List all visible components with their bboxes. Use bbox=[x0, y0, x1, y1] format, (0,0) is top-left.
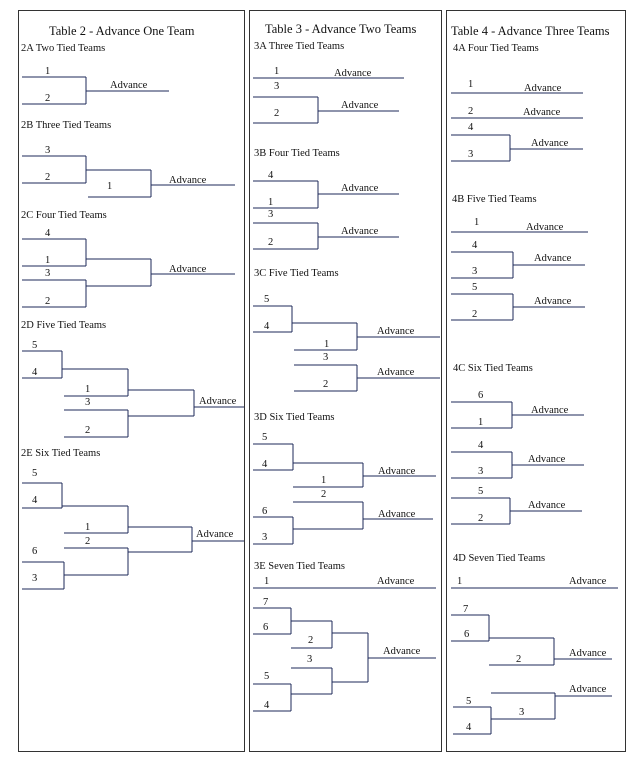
team-seed: 2 bbox=[45, 172, 51, 183]
team-seed: 3 bbox=[274, 81, 280, 92]
team-seed: 4 bbox=[264, 321, 270, 332]
team-seed: 3 bbox=[478, 466, 484, 477]
team-seed: 1 bbox=[321, 475, 327, 486]
advance-label: Advance bbox=[569, 648, 607, 659]
team-seed: 3 bbox=[519, 707, 525, 718]
team-seed: 2 bbox=[323, 379, 329, 390]
table2-title: Table 2 - Advance One Team bbox=[49, 24, 195, 38]
team-seed: 6 bbox=[263, 622, 269, 633]
team-seed: 2 bbox=[85, 536, 91, 547]
team-seed: 3 bbox=[85, 397, 91, 408]
team-seed: 1 bbox=[468, 79, 474, 90]
section-2e-title: 2E Six Tied Teams bbox=[21, 448, 101, 459]
team-seed: 2 bbox=[308, 635, 314, 646]
table3-title: Table 3 - Advance Two Teams bbox=[265, 22, 417, 36]
team-seed: 2 bbox=[478, 513, 484, 524]
team-seed: 5 bbox=[472, 282, 478, 293]
section-4d-title: 4D Seven Tied Teams bbox=[453, 553, 546, 564]
advance-label: Advance bbox=[377, 576, 415, 587]
section-3a-title: 3A Three Tied Teams bbox=[254, 41, 345, 52]
team-seed: 7 bbox=[463, 604, 469, 615]
team-seed: 1 bbox=[457, 576, 463, 587]
team-seed: 4 bbox=[264, 700, 270, 711]
team-seed: 3 bbox=[268, 209, 274, 220]
team-seed: 4 bbox=[262, 459, 268, 470]
team-seed: 5 bbox=[264, 671, 270, 682]
advance-label: Advance bbox=[377, 367, 415, 378]
team-seed: 3 bbox=[307, 654, 313, 665]
team-seed: 5 bbox=[478, 486, 484, 497]
advance-label: Advance bbox=[378, 509, 416, 520]
advance-label: Advance bbox=[383, 646, 421, 657]
team-seed: 2 bbox=[45, 296, 51, 307]
advance-label: Advance bbox=[528, 500, 566, 511]
team-seed: 3 bbox=[45, 268, 51, 279]
advance-label: Advance bbox=[534, 253, 572, 264]
team-seed: 4 bbox=[466, 722, 472, 733]
advance-label: Advance bbox=[334, 68, 372, 79]
team-seed: 1 bbox=[474, 217, 480, 228]
advance-label: Advance bbox=[341, 183, 379, 194]
team-seed: 1 bbox=[85, 522, 91, 533]
advance-label: Advance bbox=[196, 529, 234, 540]
team-seed: 7 bbox=[263, 597, 269, 608]
advance-label: Advance bbox=[199, 396, 237, 407]
team-seed: 1 bbox=[45, 66, 51, 77]
team-seed: 5 bbox=[262, 432, 268, 443]
section-3d-title: 3D Six Tied Teams bbox=[254, 412, 335, 423]
advance-label: Advance bbox=[341, 100, 379, 111]
section-3b-title: 3B Four Tied Teams bbox=[254, 148, 340, 159]
team-seed: 1 bbox=[268, 197, 274, 208]
team-seed: 1 bbox=[264, 576, 270, 587]
advance-label: Advance bbox=[526, 222, 564, 233]
team-seed: 3 bbox=[45, 145, 51, 156]
team-seed: 6 bbox=[262, 506, 268, 517]
team-seed: 5 bbox=[264, 294, 270, 305]
team-seed: 6 bbox=[478, 390, 484, 401]
section-4a-title: 4A Four Tied Teams bbox=[453, 43, 539, 54]
table4-title: Table 4 - Advance Three Teams bbox=[451, 24, 610, 38]
team-seed: 3 bbox=[32, 573, 38, 584]
team-seed: 1 bbox=[274, 66, 280, 77]
team-seed: 1 bbox=[478, 417, 484, 428]
section-4c-title: 4C Six Tied Teams bbox=[453, 363, 533, 374]
advance-label: Advance bbox=[377, 326, 415, 337]
team-seed: 5 bbox=[32, 468, 38, 479]
section-4b-title: 4B Five Tied Teams bbox=[452, 194, 537, 205]
team-seed: 4 bbox=[268, 170, 274, 181]
team-seed: 4 bbox=[468, 122, 474, 133]
section-3e-title: 3E Seven Tied Teams bbox=[254, 561, 345, 572]
team-seed: 2 bbox=[321, 489, 327, 500]
team-seed: 2 bbox=[85, 425, 91, 436]
advance-label: Advance bbox=[569, 576, 607, 587]
team-seed: 2 bbox=[268, 237, 274, 248]
team-seed: 3 bbox=[262, 532, 268, 543]
section-3c-title: 3C Five Tied Teams bbox=[254, 268, 339, 279]
team-seed: 1 bbox=[85, 384, 91, 395]
team-seed: 6 bbox=[32, 546, 38, 557]
advance-label: Advance bbox=[110, 80, 148, 91]
team-seed: 1 bbox=[324, 339, 330, 350]
advance-label: Advance bbox=[524, 83, 562, 94]
advance-label: Advance bbox=[528, 454, 566, 465]
team-seed: 4 bbox=[472, 240, 478, 251]
advance-label: Advance bbox=[378, 466, 416, 477]
team-seed: 4 bbox=[32, 495, 38, 506]
section-2d-title: 2D Five Tied Teams bbox=[21, 320, 107, 331]
team-seed: 3 bbox=[472, 266, 478, 277]
team-seed: 2 bbox=[516, 654, 522, 665]
section-2a-title: 2A Two Tied Teams bbox=[21, 43, 106, 54]
section-2c-title: 2C Four Tied Teams bbox=[21, 210, 107, 221]
team-seed: 2 bbox=[274, 108, 280, 119]
advance-label: Advance bbox=[531, 405, 569, 416]
team-seed: 1 bbox=[107, 181, 113, 192]
team-seed: 5 bbox=[32, 340, 38, 351]
team-seed: 4 bbox=[32, 367, 38, 378]
team-seed: 3 bbox=[468, 149, 474, 160]
team-seed: 4 bbox=[45, 228, 51, 239]
team-seed: 5 bbox=[466, 696, 472, 707]
team-seed: 2 bbox=[45, 93, 51, 104]
advance-label: Advance bbox=[341, 226, 379, 237]
advance-label: Advance bbox=[523, 107, 561, 118]
advance-label: Advance bbox=[169, 175, 207, 186]
advance-label: Advance bbox=[169, 264, 207, 275]
team-seed: 2 bbox=[468, 106, 474, 117]
team-seed: 3 bbox=[323, 352, 329, 363]
advance-label: Advance bbox=[531, 138, 569, 149]
team-seed: 2 bbox=[472, 309, 478, 320]
team-seed: 1 bbox=[45, 255, 51, 266]
team-seed: 6 bbox=[464, 629, 470, 640]
advance-label: Advance bbox=[569, 684, 607, 695]
team-seed: 4 bbox=[478, 440, 484, 451]
section-2b-title: 2B Three Tied Teams bbox=[21, 120, 112, 131]
advance-label: Advance bbox=[534, 296, 572, 307]
